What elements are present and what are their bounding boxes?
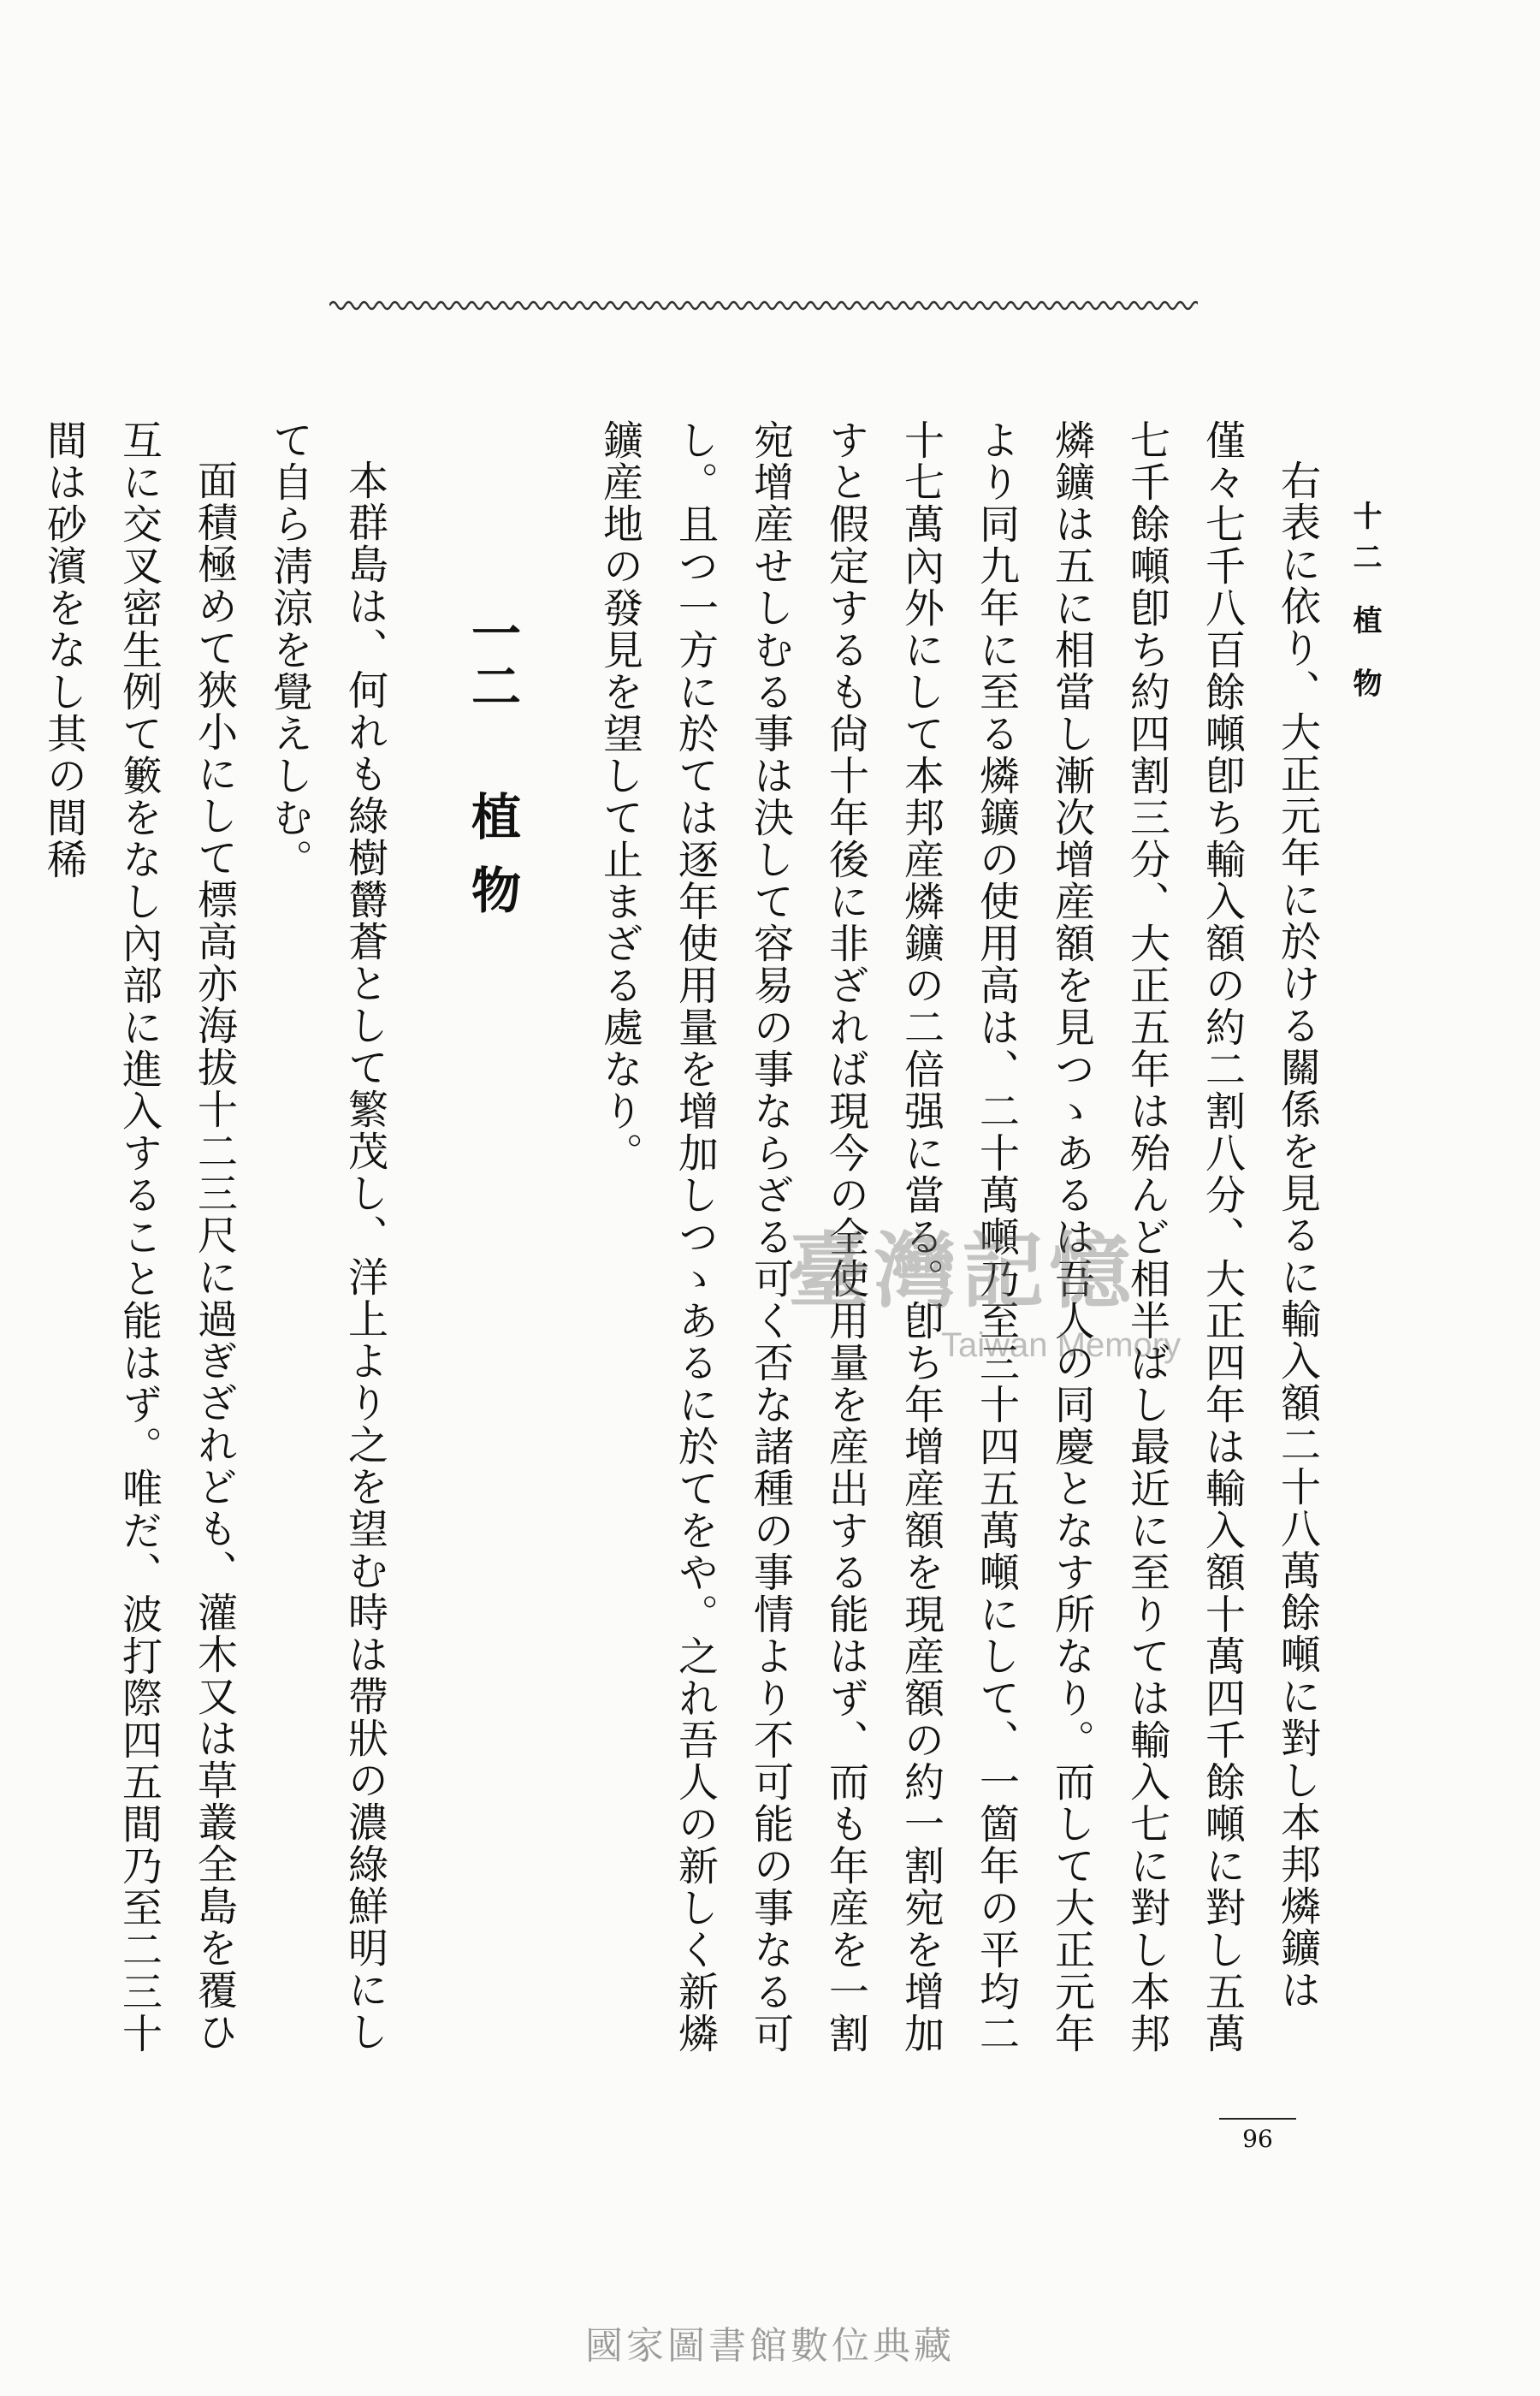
watermark-subtext: Taiwan Memory — [941, 1326, 1182, 1364]
wavy-rule-divider — [329, 295, 1198, 316]
page-number: 96 — [1219, 2118, 1296, 2153]
paragraph-vegetation-overview: 本群島は、何れも綠樹欝蒼として繁茂し、洋上より之を望む時は帶狀の濃綠鮮明にして自ら淸涼を覺えしむ。 — [266, 419, 388, 2053]
body-text-block — [40, 419, 1335, 2088]
paragraph-vegetation-detail: 面積極めて狹小にして標高亦海拔十二三尺に過ぎざれども、灌木又は草叢全島を覆ひ互に交叉密生例て籔をなし內部に進入すること能はず。唯だ、波打際四五間乃至二三十間は砂濱をなし其の間稀 — [40, 419, 238, 2055]
section-heading — [402, 419, 582, 2088]
paragraph-phosphate: 右表に依り、大正元年に於ける關係を見るに輸入額二十八萬餘噸に對し本邦燐鑛は僅々七千八百餘噸卽ち輸入額の約二割八分、大正四年は輸入額十萬四千餘噸に對し五萬七千餘噸卽ち約四割三分、大正五年は殆んど相半ばし最近に至りては輸入七に對し本邦燐鑛は五に相當し漸次增産額を見つゝあるは吾人の同慶となす所なり。而して大正元年より同九年に至る燐鑛の使用高は、二十萬噸乃至三十四五萬噸にして、一箇年の平均二十七萬內外にして本邦産燐鑛の二倍强に當る。卽ち年增産額を現産額の約一割宛を增加すと假定するも尙十年後に非ざれば現今の全使用量を産出する能はず、而も年産を一割宛增産せしむる事は決して容易の事ならざる可く否な諸種の事情より不可能の事なる可し。且つ一方に於ては逐年使用量を增加しつゝあるに於てをや。之れ吾人の新しく新燐鑛産地の發見を望して止まざる處なり。 — [596, 419, 1321, 2055]
footer-source-label: 國家圖書館數位典藏 — [585, 2324, 955, 2368]
watermark-text: 臺灣記憶 — [787, 1223, 1136, 1320]
section-number: 一二 — [463, 608, 521, 714]
running-head: 十二 植 物 — [1348, 501, 1382, 709]
section-title: 植 物 — [463, 791, 521, 918]
